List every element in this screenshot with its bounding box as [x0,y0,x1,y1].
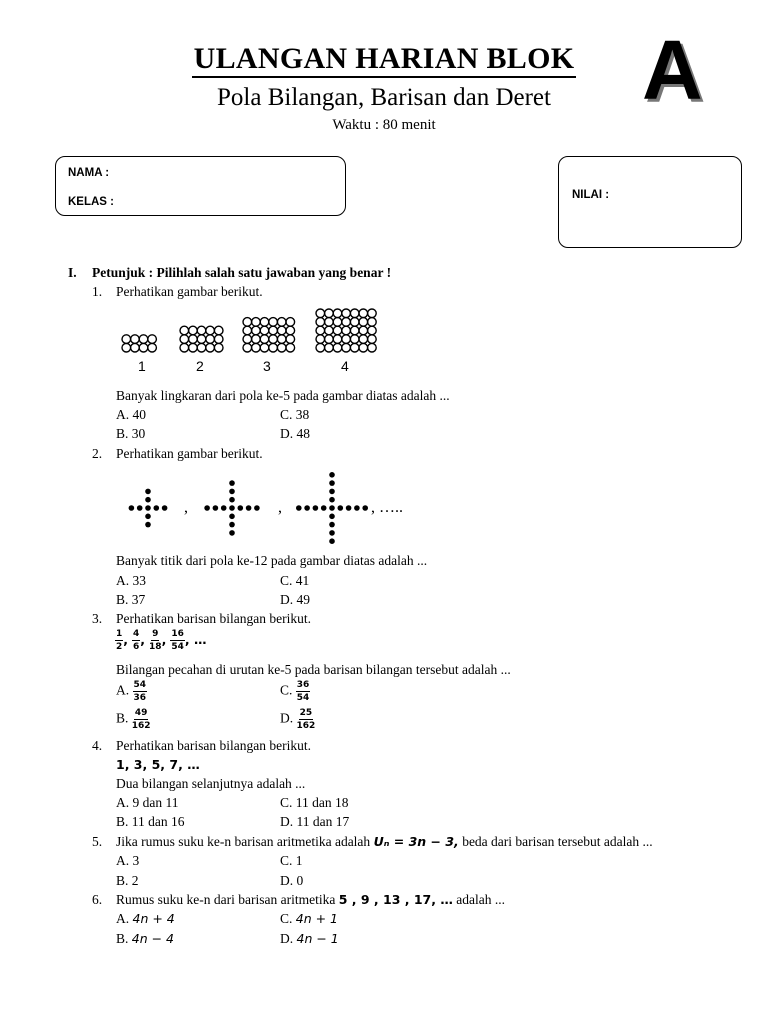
pattern-circle [325,343,334,352]
pattern-circle [260,335,269,344]
pattern-circle [269,343,278,352]
pattern-circle [277,343,286,352]
pattern-dot [213,505,219,511]
pattern-circle [197,343,206,352]
pattern-circle [359,335,368,344]
exam-version-letter: A [642,23,703,117]
pattern-circle [350,309,359,318]
pattern-circle [139,343,148,352]
q2-option-a[interactable]: A. 33 [116,573,146,588]
pattern-circle [342,343,351,352]
q3-number: 3. [92,611,103,626]
student-info-box [55,156,346,216]
fraction: $\frac{4}{6}$ [133,629,140,652]
q2-figure-separator: , [184,499,188,516]
q1-option-c[interactable]: C. 38 [280,407,310,422]
q5-option-b[interactable]: B. 2 [116,873,139,888]
pattern-dot [329,480,335,486]
name-label: NAMA : [68,167,110,179]
pattern-circle [359,318,368,327]
q1-figure-label: 1 [138,358,146,374]
pattern-dot [354,505,360,511]
q5-option-c[interactable]: C. 1 [280,853,303,868]
q4-option-d[interactable]: D. 11 dan 17 [280,814,350,829]
pattern-circle [189,335,198,344]
pattern-dot [162,505,168,511]
q5-option-d[interactable]: D. 0 [280,873,304,888]
pattern-dot [329,497,335,503]
pattern-dot [254,505,260,511]
pattern-circle [277,326,286,335]
pattern-dot [129,505,135,511]
pattern-circle [206,335,215,344]
pattern-circle [342,318,351,327]
pattern-circle [325,318,334,327]
q1-figure-label: 2 [196,358,204,374]
exam-subtitle: Pola Bilangan, Barisan dan Deret [217,84,551,111]
pattern-circle [333,326,342,335]
q6-option-d[interactable]: D. 4n − 1 [280,931,339,946]
q1-prompt: Perhatikan gambar berikut. [116,284,263,299]
class-label: KELAS : [68,196,114,208]
score-label: NILAI : [572,189,610,201]
pattern-circle [214,343,223,352]
q4-option-c[interactable]: C. 11 dan 18 [280,795,349,810]
pattern-dot [145,522,151,528]
section-instruction: Petunjuk : Pilihlah salah satu jawaban yang benar ! [92,265,392,280]
q4-option-a[interactable]: A. 9 dan 11 [116,795,179,810]
q2-option-d[interactable]: D. 49 [280,592,310,607]
pattern-circle [243,318,252,327]
pattern-circle [269,335,278,344]
q3-option-b[interactable]: B. $\frac{49}{162}$ [116,708,151,731]
q1-question: Banyak lingkaran dari pola ke-5 pada gambar diatas adalah ... [116,388,450,403]
pattern-circle [131,343,140,352]
pattern-dot [321,505,327,511]
pattern-dot [346,505,352,511]
pattern-circle [368,335,377,344]
q2-number: 2. [92,446,103,461]
q2-option-b[interactable]: B. 37 [116,592,146,607]
pattern-circle [316,335,325,344]
pattern-circle [269,318,278,327]
q1-number: 1. [92,284,103,299]
pattern-dot [221,505,227,511]
pattern-circle [325,309,334,318]
pattern-dot [229,489,235,495]
pattern-circle [342,309,351,318]
pattern-circle [277,318,286,327]
pattern-circle [180,343,189,352]
q6-sequence: 5 , 9 , 13 , 17, … [338,892,453,907]
q5-option-a[interactable]: A. 3 [116,853,140,868]
pattern-circle [252,318,261,327]
fraction: $\frac{16}{54}$ [171,629,184,652]
pattern-dot [204,505,210,511]
q2-question: Banyak titik dari pola ke-12 pada gambar diatas adalah ... [116,553,428,568]
q1-option-d[interactable]: D. 48 [280,426,310,441]
pattern-circle [260,343,269,352]
pattern-circle [316,318,325,327]
q2-figure-separator: , ….. [371,499,403,516]
pattern-dot [362,505,368,511]
fraction: $\frac{1}{2}$ [116,629,123,652]
q1-option-a[interactable]: A. 40 [116,407,146,422]
pattern-circle [260,318,269,327]
pattern-circle [148,335,157,344]
pattern-circle [316,309,325,318]
pattern-dot [296,505,302,511]
pattern-circle [214,326,223,335]
fraction: $\frac{9}{18}$ [149,629,162,652]
pattern-dot [246,505,252,511]
pattern-circle [342,335,351,344]
q4-question: Dua bilangan selanjutnya adalah ... [116,776,306,791]
pattern-circle [368,318,377,327]
pattern-dot [238,505,244,511]
q4-option-b[interactable]: B. 11 dan 16 [116,814,185,829]
pattern-dot [229,505,235,511]
q1-figure-label: 4 [341,358,349,374]
pattern-circle [359,326,368,335]
pattern-circle [316,343,325,352]
q5-number: 5. [92,834,103,849]
pattern-circle [243,343,252,352]
section-number: I. [68,265,77,280]
pattern-dot [229,480,235,486]
pattern-dot [338,505,344,511]
pattern-dot [229,497,235,503]
q1-circle-pattern-figure [110,300,400,360]
pattern-circle [148,343,157,352]
pattern-circle [359,309,368,318]
q6-option-b[interactable]: B. 4n − 4 [116,931,175,946]
pattern-circle [286,343,295,352]
pattern-circle [333,309,342,318]
pattern-circle [197,335,206,344]
pattern-circle [243,326,252,335]
pattern-circle [333,335,342,344]
q3-option-d[interactable]: D. $\frac{25}{162}$ [280,708,316,731]
q2-figure-separator: , [278,499,282,516]
pattern-dot [329,522,335,528]
pattern-circle [350,318,359,327]
q6-option-a[interactable]: A. 4n + 4 [116,911,175,926]
pattern-dot [313,505,319,511]
q3-fraction-sequence: $\frac{1}{2}$ , $\frac{4}{6}$ , $\frac{9}{18}$ , $\frac{16}{54}$ , … [116,629,207,652]
pattern-circle [316,326,325,335]
pattern-circle [252,343,261,352]
pattern-circle [197,326,206,335]
q2-prompt: Perhatikan gambar berikut. [116,446,263,461]
pattern-dot [145,505,151,511]
pattern-dot [229,522,235,528]
pattern-dot [329,472,335,478]
pattern-circle [214,335,223,344]
pattern-circle [325,335,334,344]
pattern-circle [206,343,215,352]
pattern-circle [260,326,269,335]
pattern-circle [252,326,261,335]
pattern-circle [342,326,351,335]
pattern-circle [269,326,278,335]
pattern-circle [333,343,342,352]
pattern-circle [180,326,189,335]
q5-prompt: Jika rumus suku ke-n barisan aritmetika adalah Uₙ = 3n − 3, beda dari barisan tersebut adalah ... [116,834,653,849]
pattern-dot [229,514,235,520]
pattern-dot [145,497,151,503]
pattern-circle [286,335,295,344]
pattern-circle [368,326,377,335]
pattern-circle [350,343,359,352]
q3-prompt: Perhatikan barisan bilangan berikut. [116,611,311,626]
q4-sequence: 1, 3, 5, 7, … [116,757,200,772]
q5-formula: Uₙ = 3n − 3, [373,834,459,849]
pattern-dot [137,505,143,511]
pattern-circle [333,318,342,327]
pattern-circle [277,335,286,344]
pattern-circle [350,335,359,344]
pattern-circle [286,318,295,327]
pattern-dot [329,514,335,520]
q1-option-b[interactable]: B. 30 [116,426,146,441]
pattern-dot [145,489,151,495]
q3-question: Bilangan pecahan di urutan ke-5 pada barisan bilangan tersebut adalah ... [116,662,511,677]
q1-figure-label: 3 [263,358,271,374]
pattern-circle [368,309,377,318]
q3-option-a[interactable]: A. $\frac{54}{36}$ [116,680,147,703]
pattern-dot [304,505,310,511]
pattern-circle [139,335,148,344]
pattern-circle [252,335,261,344]
pattern-dot [329,530,335,536]
exam-duration: Waktu : 80 menit [332,117,436,133]
q6-number: 6. [92,892,103,907]
q4-prompt: Perhatikan barisan bilangan berikut. [116,738,311,753]
q3-option-c[interactable]: C. $\frac{36}{54}$ [280,680,310,703]
pattern-circle [286,326,295,335]
q4-number: 4. [92,738,103,753]
exam-title: ULANGAN HARIAN BLOK [0,42,768,78]
pattern-dot [229,530,235,536]
pattern-circle [206,326,215,335]
pattern-dot [154,505,160,511]
q6-option-c[interactable]: C. 4n + 1 [280,911,339,926]
pattern-dot [329,505,335,511]
pattern-circle [131,335,140,344]
score-box [558,156,742,248]
pattern-circle [359,343,368,352]
q2-option-c[interactable]: C. 41 [280,573,310,588]
q6-prompt: Rumus suku ke-n dari barisan aritmetika 5 , 9 , 13 , 17, … adalah ... [116,892,505,907]
pattern-dot [329,538,335,544]
pattern-circle [189,343,198,352]
pattern-circle [350,326,359,335]
pattern-circle [189,326,198,335]
pattern-circle [368,343,377,352]
pattern-circle [122,343,131,352]
pattern-circle [122,335,131,344]
pattern-dot [329,489,335,495]
pattern-circle [325,326,334,335]
pattern-circle [243,335,252,344]
pattern-circle [180,335,189,344]
pattern-dot [145,514,151,520]
